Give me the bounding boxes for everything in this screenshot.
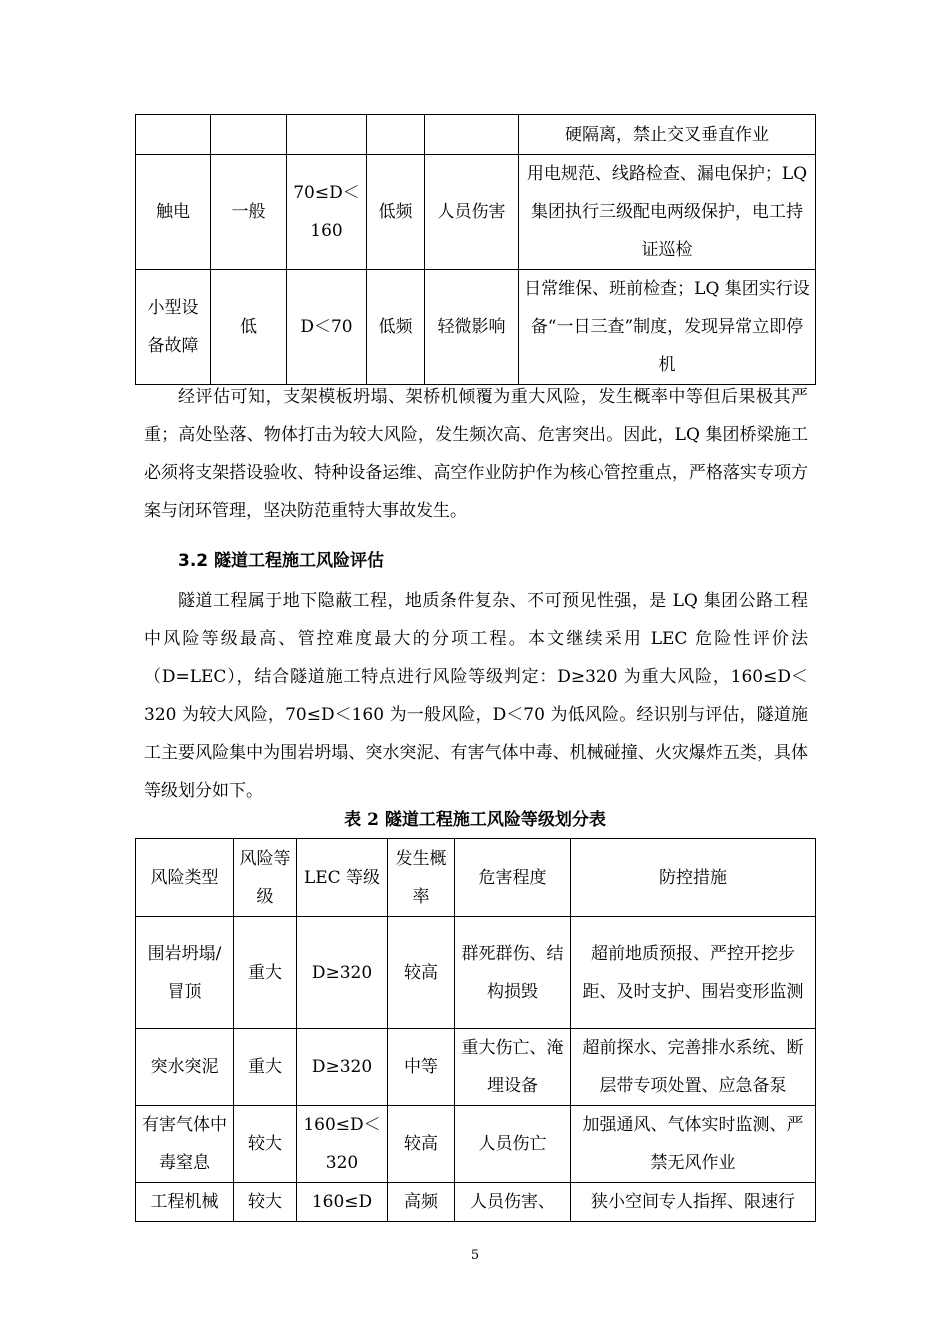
table-cell: 较大 <box>234 1183 297 1222</box>
table-cell <box>287 115 367 155</box>
table-cell: 围岩坍塌/冒顶 <box>136 917 234 1029</box>
table-cell <box>425 115 519 155</box>
table-cell: 较高 <box>388 1106 455 1183</box>
table-cell: 用电规范、线路检查、漏电保护；LQ 集团执行三级配电两级保护，电工持证巡检 <box>519 155 816 270</box>
table-row <box>136 1106 816 1183</box>
table-cell: 日常维保、班前检查；LQ 集团实行设备“一日三查”制度，发现异常立即停机 <box>519 270 816 385</box>
page-number: 5 <box>470 1248 480 1263</box>
table-row <box>136 270 816 385</box>
table-cell: 硬隔离，禁止交叉垂直作业 <box>519 115 816 155</box>
table-cell: 160≤D <box>297 1183 388 1222</box>
table-cell: 较大 <box>234 1106 297 1183</box>
header-cell: 风险类型 <box>136 839 234 917</box>
table-cell: 低 <box>211 270 287 385</box>
table-cell: 160≤D＜320 <box>297 1106 388 1183</box>
table-cell: 中等 <box>388 1029 455 1106</box>
table-cell: 有害气体中毒窒息 <box>136 1106 234 1183</box>
section-heading: 3.2 隧道工程施工风险评估 <box>178 551 385 571</box>
table-cell: 人员伤害 <box>425 155 519 270</box>
table-cell <box>211 115 287 155</box>
table-cell: 狭小空间专人指挥、限速行 <box>571 1183 816 1222</box>
table-cell: D＜70 <box>287 270 367 385</box>
table-cell: 一般 <box>211 155 287 270</box>
table-caption: 表 2 隧道工程施工风险等级划分表 <box>344 810 606 830</box>
assessment-paragraph: 经评估可知，支架模板坍塌、架桥机倾覆为重大风险，发生概率中等但后果极其严重；高处坠落、物体打击为较大风险，发生频次高、危害突出。因此，LQ 集团桥梁施工必须将支架搭设验收、特种设备运维、高空作业防护作为核心管控重点，严格落实专项方案与闭环管理，坚决防范重特大事故发生。 <box>144 387 808 521</box>
table-cell: D≥320 <box>297 1029 388 1106</box>
tunnel-risk-paragraph: 隧道工程属于地下隐蔽工程，地质条件复杂、不可预见性强，是 LQ 集团公路工程中风险等级最高、管控难度最大的分项工程。本文继续采用 LEC 危险性评价法（D=LEC），结合隧道施工特点进行风险等级判定：D≥320 为重大风险，160≤D＜320 为较大风险，70≤D＜160 为一般风险，D＜70 为低风险。经识别与评估，隧道施工主要风险集中为围岩坍塌、突水突泥、有害气体中毒、机械碰撞、火灾爆炸五类，具体等级划分如下。 <box>144 591 808 801</box>
table-cell: 70≤D＜160 <box>287 155 367 270</box>
table-cell: 工程机械 <box>136 1183 234 1222</box>
table-cell: 轻微影响 <box>425 270 519 385</box>
header-cell: 发生概率 <box>388 839 455 917</box>
table-cell: D≥320 <box>297 917 388 1029</box>
table-row <box>136 917 816 1029</box>
table-cell: 触电 <box>136 155 211 270</box>
table-cell: 低频 <box>367 270 425 385</box>
table-row <box>136 1029 816 1106</box>
table-cell: 超前地质预报、严控开挖步距、及时支护、围岩变形监测 <box>571 917 816 1029</box>
header-cell: 防控措施 <box>571 839 816 917</box>
table-cell: 小型设备故障 <box>136 270 211 385</box>
table-cell: 突水突泥 <box>136 1029 234 1106</box>
table-cell: 低频 <box>367 155 425 270</box>
table-cell: 较高 <box>388 917 455 1029</box>
table-cell: 人员伤亡 <box>455 1106 571 1183</box>
table-header-row <box>136 839 816 917</box>
table-cell: 重大 <box>234 917 297 1029</box>
table-cell: 群死群伤、结构损毁 <box>455 917 571 1029</box>
table-cell: 高频 <box>388 1183 455 1222</box>
table-cell: 超前探水、完善排水系统、断层带专项处置、应急备泵 <box>571 1029 816 1106</box>
table-row <box>136 1183 816 1222</box>
table-cell: 重大伤亡、淹埋设备 <box>455 1029 571 1106</box>
header-cell: 危害程度 <box>455 839 571 917</box>
table-cell <box>367 115 425 155</box>
table-row <box>136 115 816 155</box>
header-cell: LEC 等级 <box>297 839 388 917</box>
table-cell <box>136 115 211 155</box>
risk-table-continued <box>135 114 816 385</box>
table-cell: 人员伤害、 <box>455 1183 571 1222</box>
table-cell: 加强通风、气体实时监测、严禁无风作业 <box>571 1106 816 1183</box>
header-cell: 风险等级 <box>234 839 297 917</box>
table-row <box>136 155 816 270</box>
table-cell: 重大 <box>234 1029 297 1106</box>
tunnel-risk-table <box>135 838 816 1222</box>
